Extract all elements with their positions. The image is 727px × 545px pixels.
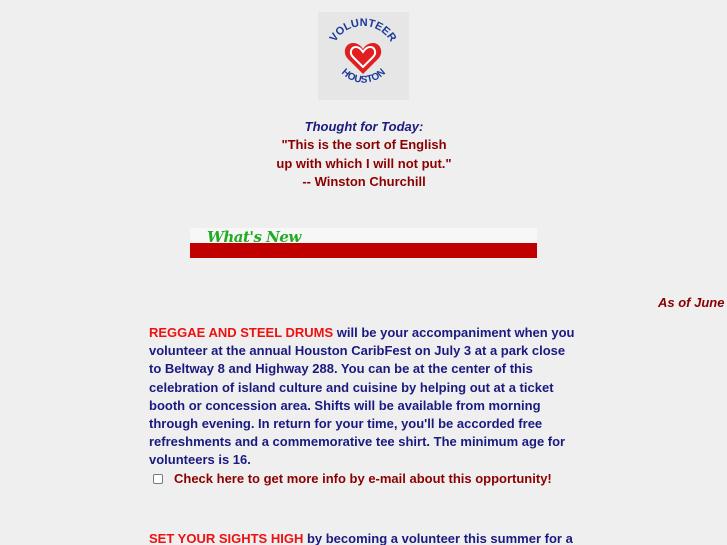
quote-attribution: -- Winston Churchill <box>302 174 426 190</box>
more-info-row[interactable] <box>149 470 577 488</box>
article-body: will be your accompaniment when you volunteer at the annual Houston CaribFest on July 3 at a park close to Beltway 8 and Highway 288. You can be at the center of this celebration of island culture and cuisine by helping out at a ticket booth or concession area. Shifts will be available from morning through evening. In return for your time, you'll be accorded free refreshments and a commemorative tee shirt. The minimum age for volunteers is 16. <box>149 325 575 468</box>
whats-new-banner <box>190 228 537 258</box>
article-lead: SET YOUR SIGHTS HIGH <box>149 531 304 545</box>
thought-title: Thought for Today: <box>304 119 424 134</box>
thought-for-today <box>214 118 514 192</box>
logo-top-text: VOLUNTEER <box>327 16 399 45</box>
article-lead: REGGAE AND STEEL DRUMS <box>149 325 334 340</box>
heart-icon <box>345 43 381 74</box>
whats-new-title: What's New <box>207 228 301 246</box>
logo-graphic <box>318 12 409 100</box>
more-info-checkbox[interactable] <box>153 474 163 484</box>
article-summer <box>149 530 577 545</box>
quote-line: up with which I will not put." <box>276 155 452 171</box>
as-of-marquee: As of June <box>658 295 725 310</box>
logo-bottom-text: HOUSTON <box>339 66 388 86</box>
svg-text:VOLUNTEER <box>328 17 399 44</box>
quote-line: "This is the sort of English <box>281 137 447 153</box>
volunteer-houston-logo[interactable] <box>318 12 409 100</box>
article-body: by becoming a volunteer this summer for a <box>303 531 573 545</box>
article-text <box>149 324 577 470</box>
article-caribfest <box>149 324 577 488</box>
more-info-label[interactable]: Check here to get more info by e-mail about this opportunity! <box>174 470 552 486</box>
